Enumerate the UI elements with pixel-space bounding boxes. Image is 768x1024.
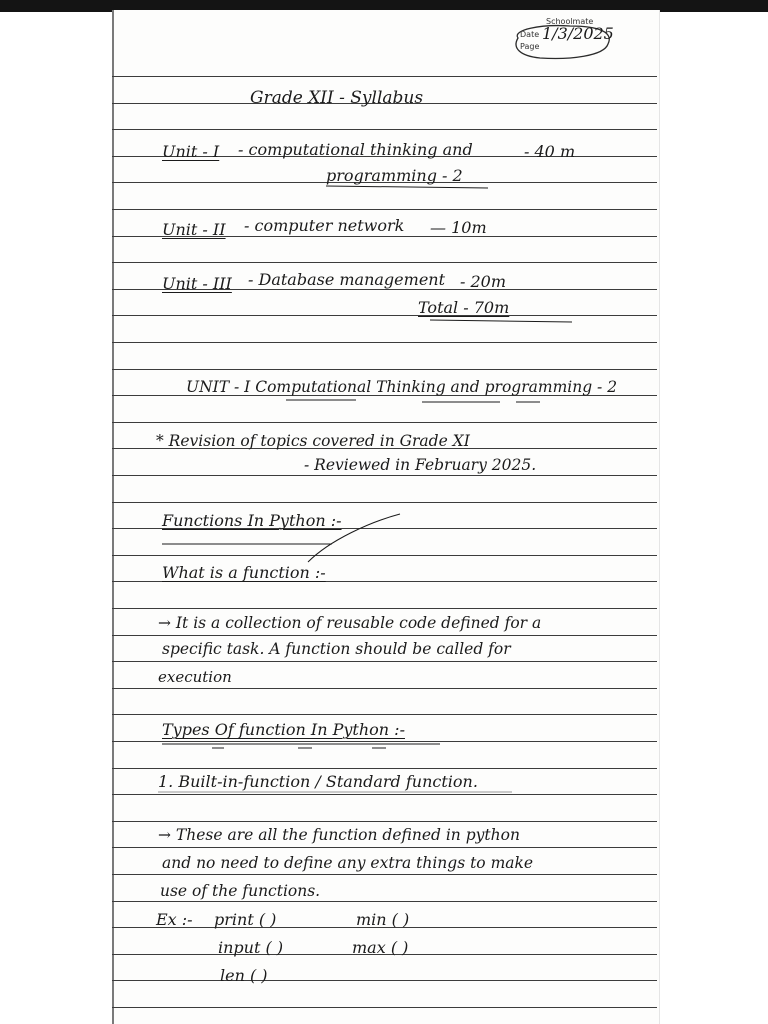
ruled-line: [112, 502, 657, 503]
example-input: input ( ): [218, 938, 284, 957]
ruled-line: [112, 555, 657, 556]
type1-heading: 1. Built-in-function / Standard function.: [158, 772, 478, 791]
ruled-line: [112, 315, 657, 316]
example-len: len ( ): [220, 966, 268, 985]
unit2-marks: — 10m: [430, 218, 487, 237]
ruled-line: [112, 1007, 657, 1008]
unit3-marks: - 20m: [460, 272, 507, 291]
ruled-line: [112, 794, 657, 795]
ruled-line: [112, 369, 657, 370]
ruled-line: [112, 608, 657, 609]
ruled-line: [112, 821, 657, 822]
revision-line-1: * Revision of topics covered in Grade XI: [156, 432, 470, 450]
page-title: Grade XII - Syllabus: [250, 88, 424, 108]
revision-line-2: - Reviewed in February 2025.: [304, 456, 537, 474]
example-max: max ( ): [352, 938, 409, 957]
ruled-line: [112, 475, 657, 476]
unit3-label: Unit - III: [162, 274, 232, 293]
ruled-line: [112, 847, 657, 848]
builtin-line-2: and no need to define any extra things to make: [162, 854, 534, 872]
unit3-topic: - Database management: [248, 270, 446, 289]
ruled-line: [112, 635, 657, 636]
ruled-line: [112, 661, 657, 662]
ruled-line: [112, 874, 657, 875]
example-print: print ( ): [214, 910, 277, 929]
ruled-line: [112, 342, 657, 343]
date-value: 1/3/2025: [542, 24, 614, 43]
ruled-line: [112, 768, 657, 769]
example-min: min ( ): [356, 910, 410, 929]
ruled-line: [112, 76, 657, 77]
total-marks: Total - 70m: [418, 298, 510, 317]
unit2-label: Unit - II: [162, 220, 226, 239]
example-label: Ex :-: [156, 910, 193, 929]
definition-line-2: specific task. A function should be called for: [162, 640, 511, 658]
ruled-line: [112, 129, 657, 130]
definition-line-3: execution: [158, 668, 232, 686]
what-is-heading: What is a function :-: [162, 563, 326, 582]
brand-label: Schoolmate: [546, 17, 594, 26]
ruled-line: [112, 901, 657, 902]
ruled-line: [112, 688, 657, 689]
unit1-label: Unit - I: [162, 142, 220, 161]
date-label: Date: [520, 30, 540, 39]
ruled-line: [112, 741, 657, 742]
functions-heading: Functions In Python :-: [162, 511, 342, 530]
ruled-line: [112, 714, 657, 715]
unit1-topic-cont: programming - 2: [326, 166, 463, 185]
definition-line-1: → It is a collection of reusable code defined for a: [158, 614, 542, 632]
builtin-line-1: → These are all the function defined in python: [158, 826, 520, 844]
section-heading: UNIT - I Computational Thinking and programming - 2: [186, 378, 618, 396]
page-label: Page: [520, 42, 540, 51]
builtin-line-3: use of the functions.: [160, 882, 321, 900]
ruled-line: [112, 209, 657, 210]
ruled-line: [112, 262, 657, 263]
unit1-topic: - computational thinking and: [238, 140, 473, 159]
types-heading: Types Of function In Python :-: [162, 720, 405, 739]
unit1-marks: - 40 m: [524, 142, 576, 161]
unit2-topic: - computer network: [244, 216, 405, 235]
ruled-line: [112, 422, 657, 423]
page-binding-edge: [112, 10, 114, 1024]
ruled-line: [112, 980, 657, 981]
date-box: [510, 17, 614, 62]
